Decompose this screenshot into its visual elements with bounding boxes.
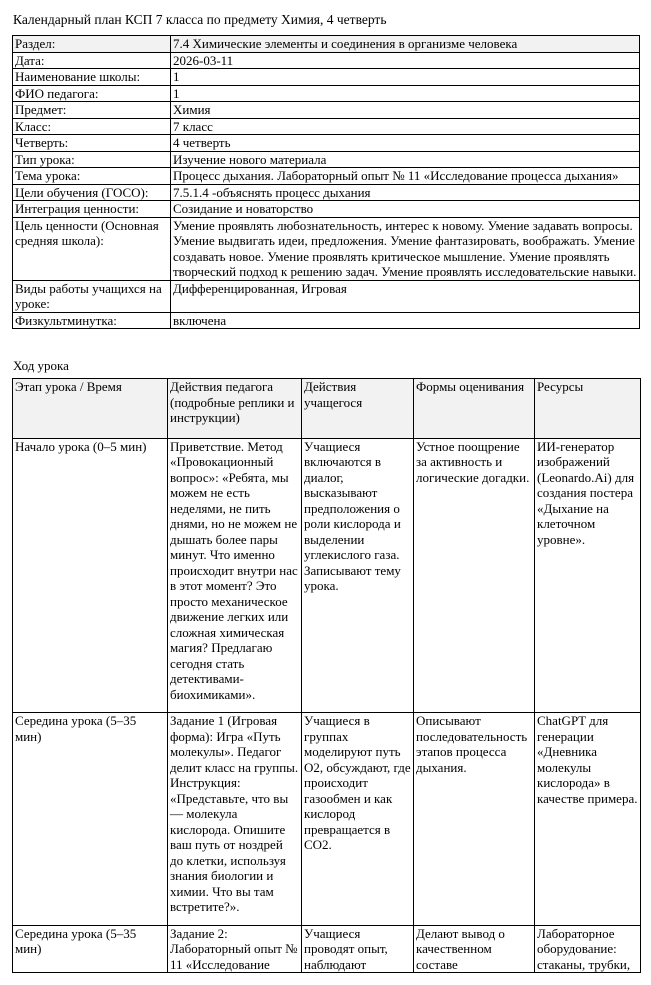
table-cell: Учащиеся проводят опыт, наблюдают xyxy=(302,925,414,973)
info-value: Умение проявлять любознательность, интерес к новому. Умение задавать вопросы. Умение выдвигать идеи, предложения. Умение фантазировать, воображать. Умение создавать новое. Умение проявлять критическое мышление. Умение проявлять творческий подход к решению задач. Умение проявлять исследовательские навыки. xyxy=(171,217,640,280)
info-row xyxy=(13,312,640,329)
table-cell: Середина урока (5–35 мин) xyxy=(13,713,168,926)
info-key: Цели обучения (ГОСО): xyxy=(13,184,171,201)
info-key: Предмет: xyxy=(13,102,171,119)
info-value: Созидание и новаторство xyxy=(171,201,640,218)
table-cell: Задание 2: Лабораторный опыт № 11 «Исследование xyxy=(168,925,302,973)
info-value: 7.4 Химические элементы и соединения в организме человека xyxy=(171,36,640,53)
info-row xyxy=(13,102,640,119)
info-value: Изучение нового материала xyxy=(171,151,640,168)
info-value: Дифференцированная, Игровая xyxy=(171,280,640,312)
info-key: Класс: xyxy=(13,118,171,135)
lesson-table xyxy=(12,378,641,973)
info-row xyxy=(13,118,640,135)
info-key: Физкультминутка: xyxy=(13,312,171,329)
info-row xyxy=(13,168,640,185)
info-key: Интеграция ценности: xyxy=(13,201,171,218)
info-row xyxy=(13,69,640,86)
table-cell: ChatGPT для генерации «Дневника молекулы кислорода» в качестве примера. xyxy=(535,713,641,926)
info-key: Дата: xyxy=(13,52,171,69)
table-cell: Учащиеся включаются в диалог, высказывают предположения о роли кислорода и выделении углекислого газа. Записывают тему урока. xyxy=(302,438,414,713)
column-header: Этап урока / Время xyxy=(13,379,168,439)
info-value: 1 xyxy=(171,69,640,86)
info-row xyxy=(13,151,640,168)
info-row xyxy=(13,85,640,102)
table-cell: Приветствие. Метод «Провокационный вопрос»: «Ребята, мы можем не есть неделями, не пить днями, но не можем не дышать более пары минут. Что именно происходит внутри нас в этот момент? Это просто механическое движение легких или сложная химическая магия? Предлагаю сегодня стать детективами-биохимиками». xyxy=(168,438,302,713)
table-cell: Делают вывод о качественном составе xyxy=(414,925,535,973)
info-value: включена xyxy=(171,312,640,329)
info-row xyxy=(13,184,640,201)
table-cell: Начало урока (0–5 мин) xyxy=(13,438,168,713)
info-key: Тип урока: xyxy=(13,151,171,168)
table-row xyxy=(13,713,641,926)
info-row xyxy=(13,52,640,69)
info-value: 2026-03-11 xyxy=(171,52,640,69)
table-cell: Описывают последовательность этапов процесса дыхания. xyxy=(414,713,535,926)
info-table xyxy=(12,35,640,329)
document-title: Календарный план КСП 7 класса по предмету Химия, 4 четверть xyxy=(13,12,387,27)
table-row xyxy=(13,925,641,973)
info-value: 7.5.1.4 -объяснять процесс дыхания xyxy=(171,184,640,201)
info-key: Раздел: xyxy=(13,36,171,53)
info-value: 1 xyxy=(171,85,640,102)
column-header: Ресурсы xyxy=(535,379,641,439)
info-key: Виды работы учащихся на уроке: xyxy=(13,280,171,312)
table-cell: Учащиеся в группах моделируют путь О2, обсуждают, где происходит газообмен и как кислород превращается в СО2. xyxy=(302,713,414,926)
table-cell: Середина урока (5–35 мин) xyxy=(13,925,168,973)
column-header: Действия педагога (подробные реплики и инструкции) xyxy=(168,379,302,439)
info-row xyxy=(13,280,640,312)
info-value: Химия xyxy=(171,102,640,119)
info-key: Наименование школы: xyxy=(13,69,171,86)
info-row xyxy=(13,217,640,280)
section-heading: Ход урока xyxy=(13,358,69,373)
info-key: Четверть: xyxy=(13,135,171,152)
table-row xyxy=(13,438,641,713)
column-header: Действия учащегося xyxy=(302,379,414,439)
info-row xyxy=(13,36,640,53)
info-key: ФИО педагога: xyxy=(13,85,171,102)
info-row xyxy=(13,201,640,218)
info-row xyxy=(13,135,640,152)
info-key: Тема урока: xyxy=(13,168,171,185)
info-value: 7 класс xyxy=(171,118,640,135)
info-value: 4 четверть xyxy=(171,135,640,152)
column-header: Формы оценивания xyxy=(414,379,535,439)
table-cell: Устное поощрение за активность и логические догадки. xyxy=(414,438,535,713)
table-cell: Лабораторное оборудование: стаканы, трубки, xyxy=(535,925,641,973)
table-cell: ИИ-генератор изображений (Leonardo.Ai) для создания постера «Дыхание на клеточном уровне». xyxy=(535,438,641,713)
table-cell: Задание 1 (Игровая форма): Игра «Путь молекулы». Педагог делит класс на группы. Инструкция: «Представьте, что вы — молекула кислорода. Опишите ваш путь от ноздрей до клетки, используя знания биологии и химии. Что вы там встретите?». xyxy=(168,713,302,926)
info-value: Процесс дыхания. Лабораторный опыт № 11 «Исследование процесса дыхания» xyxy=(171,168,640,185)
info-key: Цель ценности (Основная средняя школа): xyxy=(13,217,171,280)
